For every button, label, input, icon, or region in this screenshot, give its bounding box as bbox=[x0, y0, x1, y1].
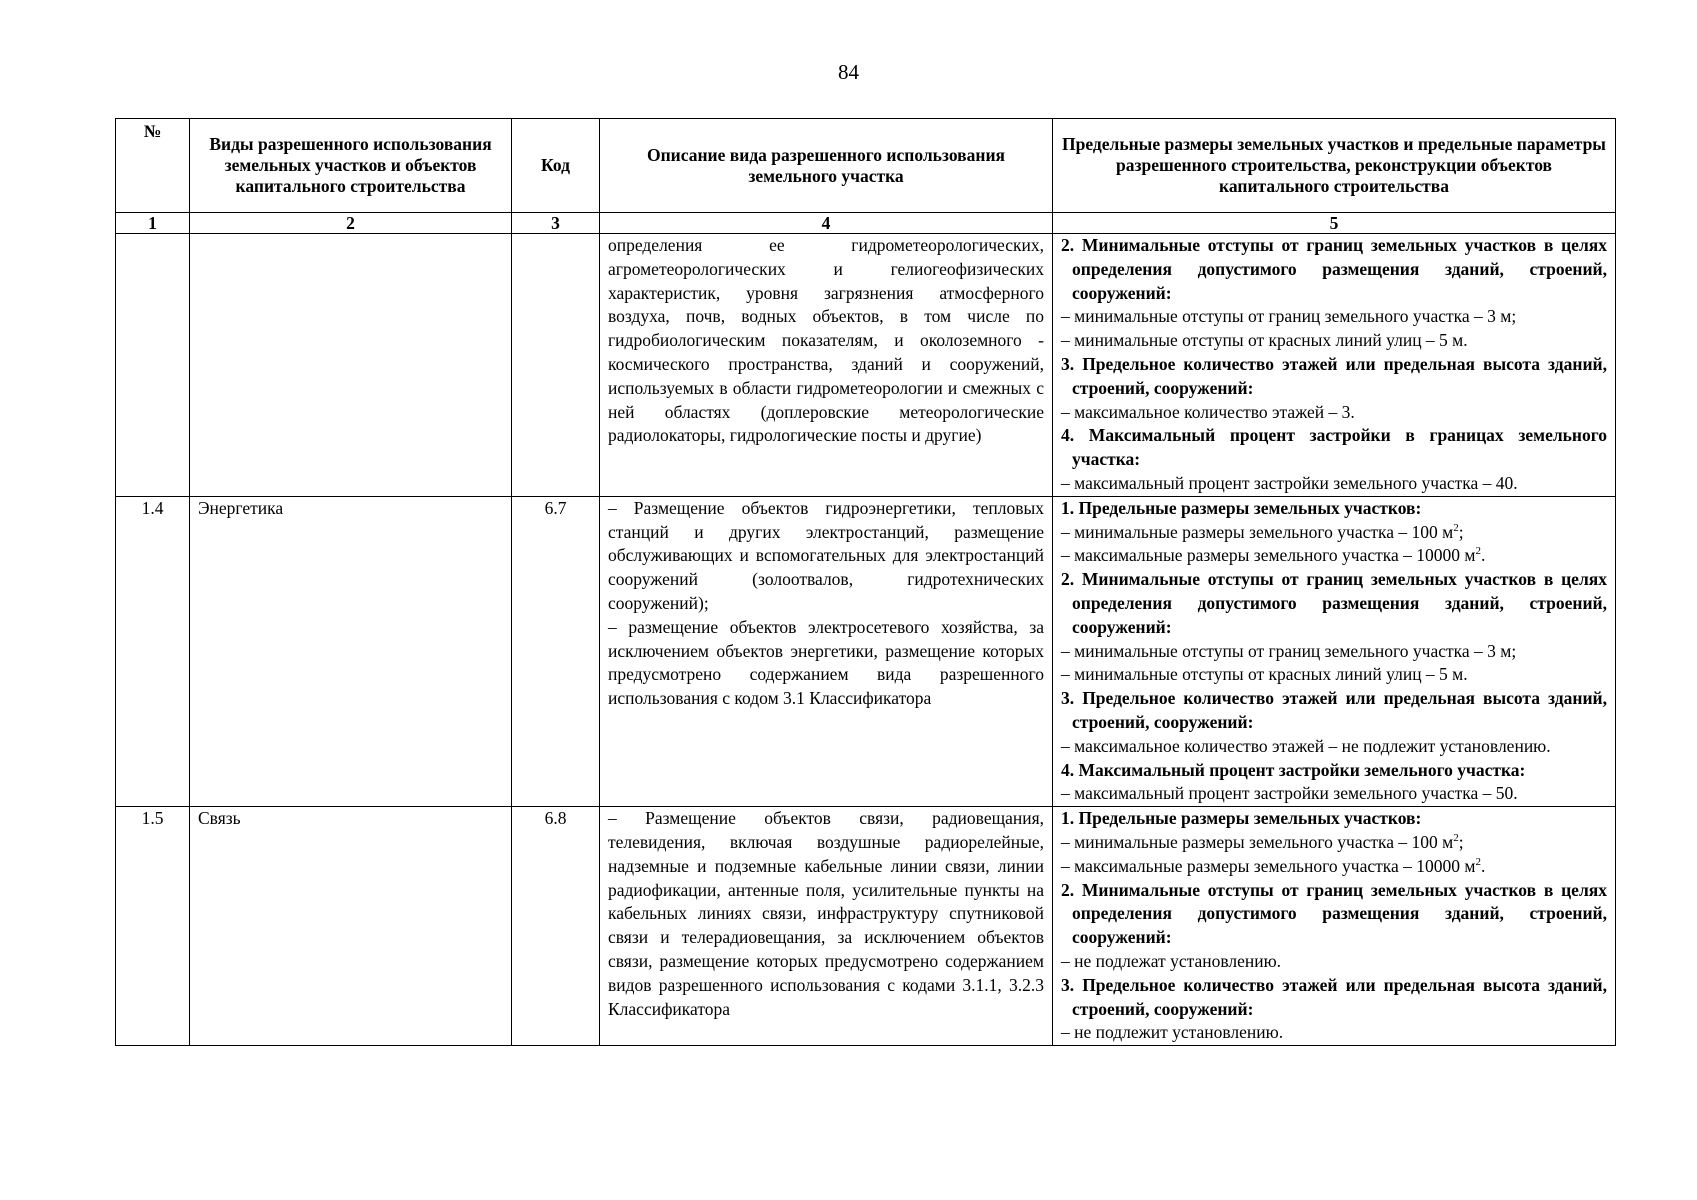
row-description bbox=[600, 496, 1053, 806]
land-use-table bbox=[115, 118, 1616, 1046]
column-number: 1 bbox=[116, 213, 190, 234]
param-text: – максимальные размеры земельного участка – 10000 м bbox=[1061, 855, 1476, 876]
row-number: 1.4 bbox=[116, 496, 190, 806]
description-paragraph: определения ее гидрометеорологических, агрометеорологических и гелиогеофизических характеристик, уровня загрязнения атмосферного воздуха, почв, водных объектов, в том числе по гидробиологическим показателям, и околоземного - космического пространства, зданий и сооружений, используемых в области гидрометеорологии и смежных с ней областях (доплеровские метеорологические радиолокаторы, гидрологические посты и другие) bbox=[608, 235, 1044, 446]
param-tail: ; bbox=[1458, 831, 1464, 852]
param-superscript: 2 bbox=[1475, 545, 1481, 558]
param-item bbox=[1061, 950, 1607, 974]
param-heading bbox=[1061, 759, 1607, 783]
table-row bbox=[116, 234, 1616, 497]
param-text: – минимальные размеры земельного участка – 100 м bbox=[1061, 831, 1454, 852]
param-text: 1. Предельные размеры земельных участков: bbox=[1061, 808, 1422, 829]
param-item bbox=[1061, 663, 1607, 687]
header-no: № bbox=[116, 119, 190, 213]
param-item bbox=[1061, 472, 1607, 496]
param-heading bbox=[1061, 687, 1607, 735]
row-code: 6.7 bbox=[512, 496, 600, 806]
param-text: 2. Минимальные отступы от границ земельных участков в целях определения допустимого размещения зданий, строений, сооружений: bbox=[1061, 235, 1607, 303]
description-paragraph: – Размещение объектов гидроэнергетики, тепловых станций и других электростанций, размещение обслуживающих и вспомогательных для электростанций сооружений (золоотвалов, гидротехнических сооружений); bbox=[608, 497, 1044, 613]
param-superscript: 2 bbox=[1475, 855, 1481, 868]
param-text: 3. Предельное количество этажей или предельная высота зданий, строений, сооружений: bbox=[1061, 353, 1607, 398]
param-item bbox=[1061, 735, 1607, 759]
column-number: 2 bbox=[190, 213, 512, 234]
param-item bbox=[1061, 544, 1607, 568]
param-text: 4. Максимальный процент застройки в границах земельного участка: bbox=[1061, 425, 1607, 470]
table-header bbox=[116, 119, 1616, 234]
header-code: Код bbox=[512, 119, 600, 213]
row-params bbox=[1053, 234, 1616, 497]
param-item bbox=[1061, 640, 1607, 664]
param-tail: . bbox=[1480, 855, 1486, 876]
param-text: 3. Предельное количество этажей или предельная высота зданий, строений, сооружений: bbox=[1061, 688, 1607, 732]
param-text: 4. Максимальный процент застройки земельного участка: bbox=[1061, 759, 1526, 780]
param-heading bbox=[1061, 568, 1607, 639]
param-text: – не подлежит установлению. bbox=[1061, 1022, 1284, 1043]
param-item bbox=[1061, 401, 1607, 425]
row-use-type: Энергетика bbox=[190, 496, 512, 806]
param-item bbox=[1061, 831, 1607, 855]
param-heading bbox=[1061, 974, 1607, 1022]
param-heading bbox=[1061, 497, 1607, 521]
param-text: 3. Предельное количество этажей или предельная высота зданий, строений, сооружений: bbox=[1061, 974, 1607, 1019]
param-item bbox=[1061, 855, 1607, 879]
param-text: – максимальное количество этажей – 3. bbox=[1061, 401, 1355, 422]
param-text: 2. Минимальные отступы от границ земельных участков в целях определения допустимого размещения зданий, строений, сооружений: bbox=[1061, 879, 1607, 948]
row-use-type: Связь bbox=[190, 807, 512, 1046]
param-text: – максимальный процент застройки земельного участка – 50. bbox=[1061, 783, 1518, 804]
param-heading bbox=[1061, 424, 1607, 472]
description-paragraph: – Размещение объектов связи, радиовещания, телевидения, включая воздушные радиорелейные, надземные и подземные кабельные линии связи, линии радиофикации, антенные поля, усилительные пункты на кабельных линиях связи, инфраструктуру спутниковой связи и телерадиовещания, за исключением объектов связи, размещение которых предусмотрено содержанием видов разрешенного использования с кодами 3.1.1, 3.2.3 Классификатора bbox=[608, 808, 1044, 1019]
row-code: 6.8 bbox=[512, 807, 600, 1046]
column-numbers-row bbox=[116, 213, 1616, 234]
header-types: Виды разрешенного использования земельных участков и объектов капитального строительства bbox=[190, 119, 512, 213]
row-number bbox=[116, 234, 190, 497]
column-number: 3 bbox=[512, 213, 600, 234]
param-item bbox=[1061, 521, 1607, 545]
param-text: – минимальные размеры земельного участка – 100 м bbox=[1061, 521, 1454, 542]
table-body bbox=[116, 234, 1616, 1046]
param-heading bbox=[1061, 353, 1607, 401]
row-params bbox=[1053, 807, 1616, 1046]
param-text: – минимальные отступы от границ земельного участка – 3 м; bbox=[1061, 306, 1517, 327]
column-number: 5 bbox=[1053, 213, 1616, 234]
param-text: – максимальный процент застройки земельного участка – 40. bbox=[1061, 472, 1518, 493]
row-description bbox=[600, 234, 1053, 497]
param-text: – максимальное количество этажей – не подлежит установлению. bbox=[1061, 735, 1551, 756]
param-text: 1. Предельные размеры земельных участков: bbox=[1061, 497, 1422, 518]
param-text: – максимальные размеры земельного участка – 10000 м bbox=[1061, 545, 1476, 566]
param-item bbox=[1061, 305, 1607, 329]
param-item bbox=[1061, 782, 1607, 806]
param-superscript: 2 bbox=[1453, 521, 1459, 534]
param-heading bbox=[1061, 807, 1607, 831]
column-number: 4 bbox=[600, 213, 1053, 234]
row-use-type bbox=[190, 234, 512, 497]
page-number: 84 bbox=[838, 60, 859, 84]
param-text: – не подлежат установлению. bbox=[1061, 950, 1282, 971]
row-description bbox=[600, 807, 1053, 1046]
header-params: Предельные размеры земельных участков и предельные параметры разрешенного строительства, реконструкции объектов капитального строительства bbox=[1053, 119, 1616, 213]
param-tail: ; bbox=[1458, 521, 1464, 542]
row-params bbox=[1053, 496, 1616, 806]
header-description: Описание вида разрешенного использования земельного участка bbox=[600, 119, 1053, 213]
param-text: – минимальные отступы от красных линий улиц – 5 м. bbox=[1061, 330, 1468, 351]
row-code bbox=[512, 234, 600, 497]
param-item bbox=[1061, 329, 1607, 353]
param-heading bbox=[1061, 234, 1607, 305]
param-text: – минимальные отступы от границ земельного участка – 3 м; bbox=[1061, 640, 1517, 661]
table-row bbox=[116, 807, 1616, 1046]
description-paragraph: – размещение объектов электросетевого хозяйства, за исключением объектов энергетики, размещение которых предусмотрено содержанием вида разрешенного использования с кодом 3.1 Классификатора bbox=[608, 616, 1044, 709]
param-text: 2. Минимальные отступы от границ земельных участков в целях определения допустимого размещения зданий, строений, сооружений: bbox=[1061, 569, 1607, 637]
param-text: – минимальные отступы от красных линий улиц – 5 м. bbox=[1061, 664, 1468, 685]
table-row bbox=[116, 496, 1616, 806]
param-heading bbox=[1061, 879, 1607, 950]
param-superscript: 2 bbox=[1453, 832, 1459, 845]
param-tail: . bbox=[1480, 545, 1486, 566]
row-number: 1.5 bbox=[116, 807, 190, 1046]
param-item bbox=[1061, 1021, 1607, 1045]
